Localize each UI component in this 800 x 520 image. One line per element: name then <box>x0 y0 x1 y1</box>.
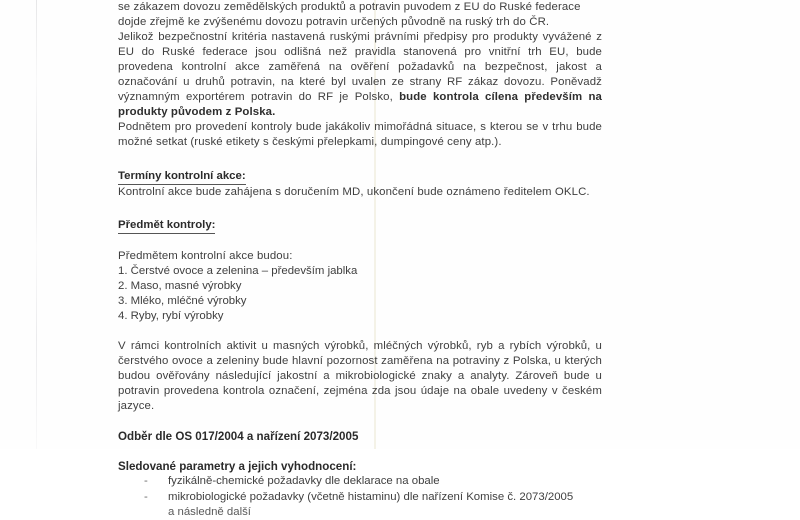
scan-streak-artifact <box>36 0 37 449</box>
paragraph-import-ban-line-2: dojde zřejmě ke zvýšenému dovozu potravin určených původně na ruský trh do ČR. <box>118 16 550 29</box>
spacer <box>118 444 602 459</box>
monitored-parameters-list <box>118 474 602 504</box>
list-item: 1. Čerstvé ovoce a zelenina – především jablka <box>118 264 358 277</box>
list-item <box>118 490 602 505</box>
paragraph-trigger-conditions: Podnětem pro provedení kontroly bude jakákoliv mimořádná situace, s kterou se v trhu bude možné setkat (ruské etikety s českými přelepkami, dumpingové ceny atp.). <box>118 121 602 149</box>
list-item: 3. Mléko, mléčné výrobky <box>118 294 247 307</box>
heading-inspection-subject: Předmět kontroly: <box>118 218 215 234</box>
document-text-column <box>118 0 602 518</box>
paragraph-inspection-scope: V rámci kontrolních aktivit u masných výrobků, mléčných výrobků, ryb a rybích výrobků, u čerstvého ovoce a zeleniny bude hlavní pozornost zaměřena na potraviny z Polska, u kterých budou ověřovány následující jakostní a mikrobiologické znaky a analyty. Zároveň bude u potravin provedena kontrola označení, zejména zda jsou údaje na obale uvedeny v českém jazyce. <box>118 340 602 413</box>
list-item <box>118 474 602 489</box>
spacer <box>118 234 602 249</box>
heading-inspection-dates-wrapper <box>118 166 602 185</box>
paragraph-safety-criteria-text: Jelikož bezpečnostní kritéria nastavená ruskými právními předpisy pro produkty vyvážené z EU do Ruské federace jsou odlišná než pravidla stanovená pro vnitřní trh EU, bude provedena kontrolní akce zaměřená na ověření požadavků na bezpečnost, jakost a označování u druhů potravin, na které byl uvalen ze strany RF zákaz dovozu. Poněvadž významným exportérem potravin do RF je Polsko, <box>118 31 602 104</box>
heading-inspection-dates: Termíny kontrolní akce: <box>118 169 246 185</box>
spacer <box>118 324 602 339</box>
spacer <box>118 200 602 215</box>
list-item-label: mikrobiologické požadavky (včetně histaminu) dle nařízení Komise č. 2073/2005 <box>168 490 574 503</box>
paragraph-inspection-dates-body: Kontrolní akce bude zahájena s doručením MD, ukončení bude oznámeno ředitelem OKLC. <box>118 185 590 198</box>
clipped-bottom-line: a následně další <box>168 505 251 518</box>
bullet-dash-icon: - <box>144 490 148 503</box>
list-item-label: fyzikálně-chemické požadavky dle deklarace na obale <box>168 475 440 488</box>
heading-inspection-subject-wrapper <box>118 215 602 234</box>
subject-numbered-list <box>118 264 602 324</box>
list-item: 4. Ryby, rybí výrobky <box>118 309 224 322</box>
paragraph-import-ban-line-1: se zákazem dovozu zemědělských produktů a potravin puvodem z EU do Ruské federace <box>118 1 581 13</box>
spacer <box>118 150 602 165</box>
heading-sampling-standard: Odběr dle OS 017/2004 a nařízení 2073/2005 <box>118 430 359 444</box>
paragraph-subject-intro: Předmětem kontrolní akce budou: <box>118 249 293 262</box>
list-item: 2. Maso, masné výrobky <box>118 279 242 292</box>
spacer <box>118 414 602 429</box>
bullet-dash-icon: - <box>144 475 148 488</box>
paragraph-safety-criteria-emphasis: bude kontrola cílena především na produkty původem z Polska. <box>118 91 602 119</box>
heading-monitored-parameters: Sledované parametry a jejich vyhodnocení: <box>118 460 357 474</box>
paragraph-safety-criteria <box>118 30 602 120</box>
